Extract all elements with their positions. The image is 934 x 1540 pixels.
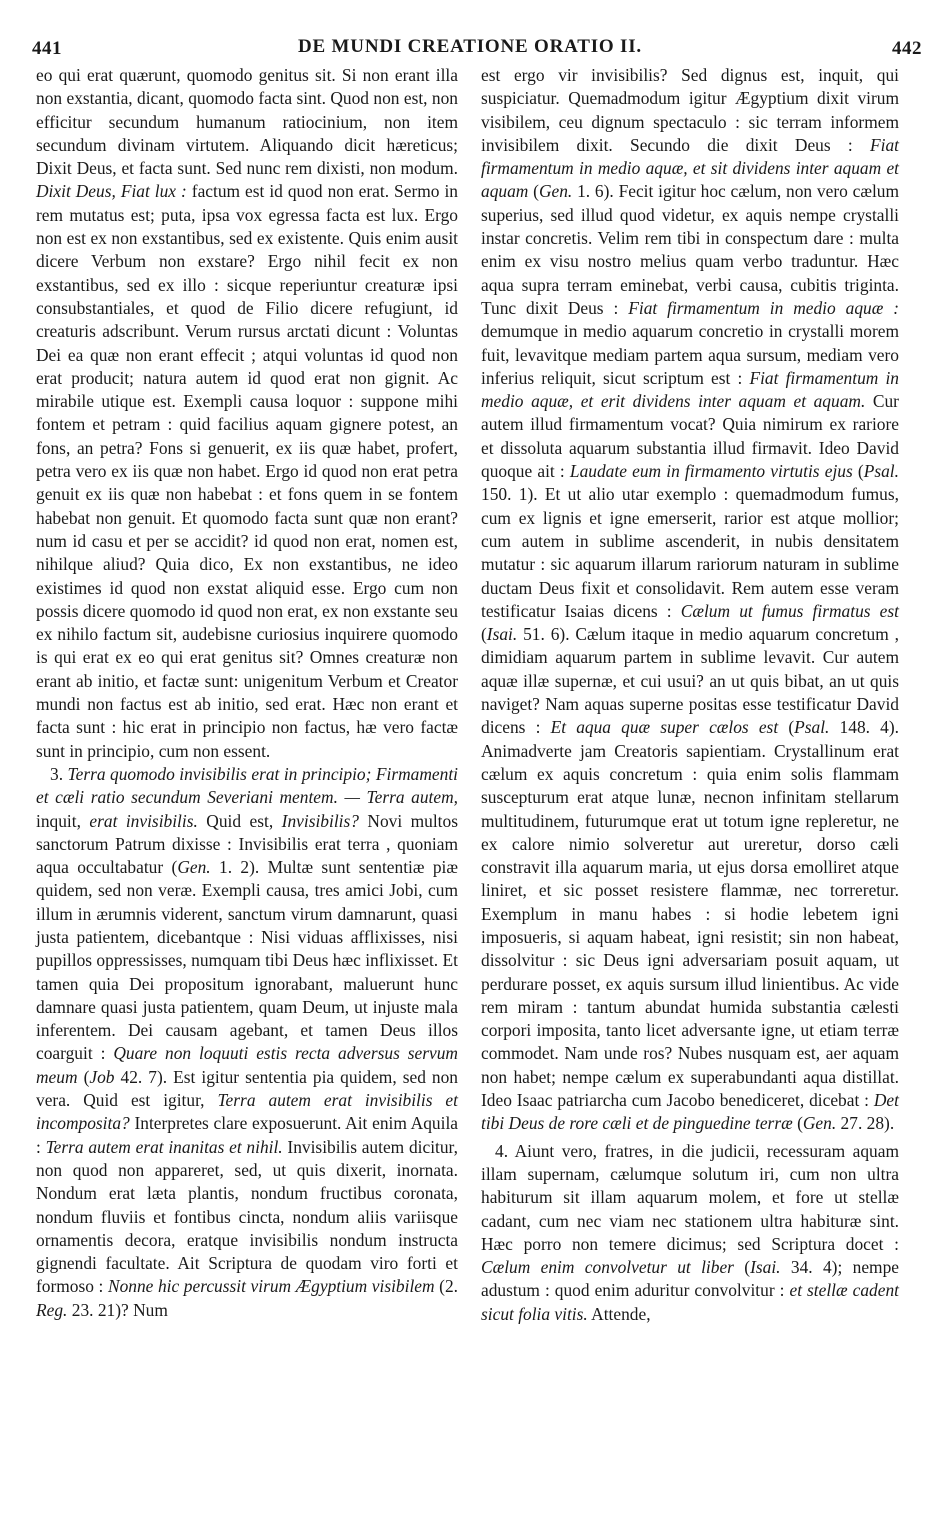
scripture-ref: Reg.: [36, 1299, 68, 1320]
section-number: 3.: [50, 763, 64, 784]
paragraph-section-4: 4. Aiunt vero, fratres, in die judicii, recessuram aquam illam supernam, cælumque solutum iri, cum non ultra habiturum sit illam aquarum molem, et fore ut stellæ cadant, cum nec viam nec stationem ultra habituræ sint. Hæc porro non temere dicimus; sed Scriptura docet : Cælum enim convolvetur ut liber (Isai. 34. 4); nempe adustum : quod enim aduritur convolvitur : et stellæ cadent sicut folia vitis. Attende,: [481, 1140, 899, 1324]
page-number-left: 441: [32, 38, 62, 59]
page-number-right: 442: [892, 38, 922, 59]
scripture-ref: Gen.: [538, 181, 573, 202]
paragraph-section-3: 3. Terra quomodo invisibilis erat in principio; Firmamenti et cæli ratio secundum Severiani mentem. — Terra autem, inquit, erat invisibilis. Quid est, Invisibilis? Novi multos sanctorum Patrum dixisse : Invisibilis erat terra , quoniam aqua occultabatur (Gen. 1. 2). Multæ sunt sententiæ piæ quidem, sed non veræ. Exempli causa, tres amici Jobi, cum illum in ærumnis viderent, sanctum virum damnarunt, quasi justa patientem, dicebantque : Nisi viduas afflixisses, nisi pupillos oppressisses, numquam tibi Deus hæc inflixisset. Et tamen quia Dei propositum ignorabant, maluerunt hunc damnare quasi justa patientem, quam Deum, ut injuste mala inferentem. Dei causam agebant, et tamen Deus illos coarguit : Quare non loquuti estis recta adversus servum meum (Job 42. 7). Est igitur sententia pia quidem, sed non vera. Quid est igitur, Terra autem erat invisibilis et incomposita? Interpretes clare exposuerunt. Ait enim Aquila : Terra autem erat inanitas et nihil. Invisibilis autem dicitur, non quod non appareret, sed, ut quis dixerit, inornata. Nondum erat læta plantis, nondum fructibus coronata, nondum fluviis et fontibus cincta, nondum aliis variisque ornamentis decora, eratque invisibilis nondum instructa gignendi facultate. Ait Scriptura de quodam viro forti et formoso : Nonne hic percussit virum Ægyptium visibilem (2. Reg. 23. 21)? Num: [36, 763, 458, 1320]
scripture-ref: Gen.: [177, 857, 211, 878]
scripture-ref: Psal.: [794, 717, 830, 738]
running-title: DE MUNDI CREATIONE ORATIO II.: [298, 36, 642, 57]
section-number: 4.: [495, 1140, 509, 1161]
right-column: [481, 64, 899, 1326]
scripture-ref: Gen.: [802, 1113, 837, 1134]
scripture-ref: Psal.: [863, 461, 899, 482]
section-heading: Terra quomodo invisibilis erat in principio; Firmamenti et cæli ratio secundum Severiani mentem. — Terra autem,: [36, 763, 458, 808]
scripture-ref: Isai.: [486, 624, 518, 645]
scripture-ref: Job: [89, 1066, 115, 1087]
paragraph: eo qui erat quærunt, quomodo genitus sit. Si non erant illa non exstantia, dicant, quomodo facta sint. Quod non est, non efficitur secundum humanum ratiocinium, non item secundum divinam virtutem. Aliquando dicit hæreticus; Dixit Deus, et facta sunt. Sed nunc rem dixisti, non modum. Dixit Deus, Fiat lux : factum est id quod non erat. Sermo in rem mutatus est; puta, ipsa vox egressa facta est lux. Ergo non est ex non exstantibus, sed ex existente. Quis enim ausit dicere Verbum non exstare? Ergo nihil fecit ex non exstantibus, sed ex illo : sicque reperiuntur creaturæ ipsi consubstantiales, et quod de Filio dicere refugiunt, id creaturis adscribunt. Verum rursus arctati dicunt : Voluntas Dei ea quæ non erant effecit ; atqui voluntas id quod non erat producit; natura autem id quod erat non gignit. Ac mirabile utique est. Exempli causa loquor : suppone mihi fontem et petram : quid facilius aquam gignere potest, an fons, an petra? Fons si genuerit, ex iis quæ habet, profert, petra vero ex iis quæ non habet. Ergo id quod non erat petra genuit ex iis quæ non habebat : et fons quem in se fontem habebat non genuit. Et quomodo facta sunt quæ non erant? num id casu et per se accidit? id quod non erat, nomen est, nihilque aliud? Quia dico, Ex non exstantibus, ne ideo existimes id quod non exstat aliquid esse. Ergo cum non possis dicere quomodo id quod non erat, ex non exstante seu ex nihilo factum sit, audebisne curiosius inquirere quomodo is qui erat ex eo qui erat genitus sit? Omnes creaturæ non erant ab initio, et factæ sunt: unigenitum Verbum et Creator mundi non factus est ab initio, sed erat. Hæc non erant et facta sunt : hic erat in principio non factus, hæ vero factæ sunt in principio, cum non essent.: [36, 65, 458, 761]
left-column: [36, 64, 458, 1322]
scripture-ref: Isai.: [750, 1257, 781, 1278]
page-header: [30, 36, 922, 62]
paragraph: est ergo vir invisibilis? Sed dignus est, inquit, qui suspiciatur. Quemadmodum igitur Ægyptium dixit virum visibilem, ceu dignum spectaculo : sic terram informem invisibilem dixit. Secundo die dixit Deus : Fiat firmamentum in medio aquæ, et sit dividens inter aquam et aquam (Gen. 1. 6). Fecit igitur hoc cælum, non vero cælum superius, sed illud quod videtur, ex aquis nempe crystalli instar concretis. Velim rem tibi in conspectum dare : multa enim ex visu nostro melius quam verbo traduntur. Hæc aqua supra terram eminebat, verbi causa, cubitis triginta. Tunc dixit Deus : Fiat firmamentum in medio aquæ : demumque in medio aquarum concretio in crystalli morem fuit, levavitque mediam partem aqua sursum, mediam vero inferius reliquit, sicut scriptum est : Fiat firmamentum in medio aquæ, et erit dividens inter aquam et aquam. Cur autem illud firmamentum vocat? Quia nimirum ex rariore et dissoluta aquarum substantia illud firmavit. Ideo David quoque ait : Laudate eum in firmamento virtutis ejus (Psal. 150. 1). Et ut alio utar exemplo : quemadmodum fumus, cum ex lignis et igne emerserit, rarior est atque mollior; cum autem in sublime ascenderit, in nubis densitatem mutatur : sic aquarum illarum rariorum naturam in sublime ductam Deus fixit et consolidavit. Rem autem esse veram testificatur Isaias dicens : Cælum ut fumus firmatus est (Isai. 51. 6). Cælum itaque in medio aquarum concretum , dimidiam aquarum partem in sublime levavit. Cur autem aquæ illæ supernæ, et cui usui? an ut quis bibat, an ut quis naviget? Nam aquas superne positas esse testificatur David dicens : Et aqua quæ super cælos est (Psal. 148. 4). Animadverte jam Creatoris sapientiam. Crystallinum erat cælum ex aquis concretum : quia enim solis flammam suscepturum erat atque lunæ, necnon infinitam stellarum multitudinem, futurumque erat ut totum igne repleretur, ne ex calore nimio solveretur aut ureretur, dorso cæli constravit illa aquarum maria, ut ejus dorsa emolliret atque liniret, et sic posset resistere flammæ, nec torreretur. Exemplum in manu habes : si hodie lebetem igni imposueris, si aquam habeat, igni resistit; sin non habeat, dissolvitur : sic Deus igni adversariam posuit aquam, ut perdurare posset, ex aquis sursum illud linientibus. Ac vide rem miram : tantum abundat humida substantia cælesti corpori imposita, tanto licet adversante igne, ut etiam terræ commodet. Nam unde ros? Nubes nusquam est, aer aquam non habet; nempe cælum ex superabundanti aqua distillat. Ideo Isaac patriarcha cum Jacobo benediceret, dicebat : Det tibi Deus de rore cæli et de pinguedine terræ (Gen. 27. 28).: [481, 65, 900, 1134]
